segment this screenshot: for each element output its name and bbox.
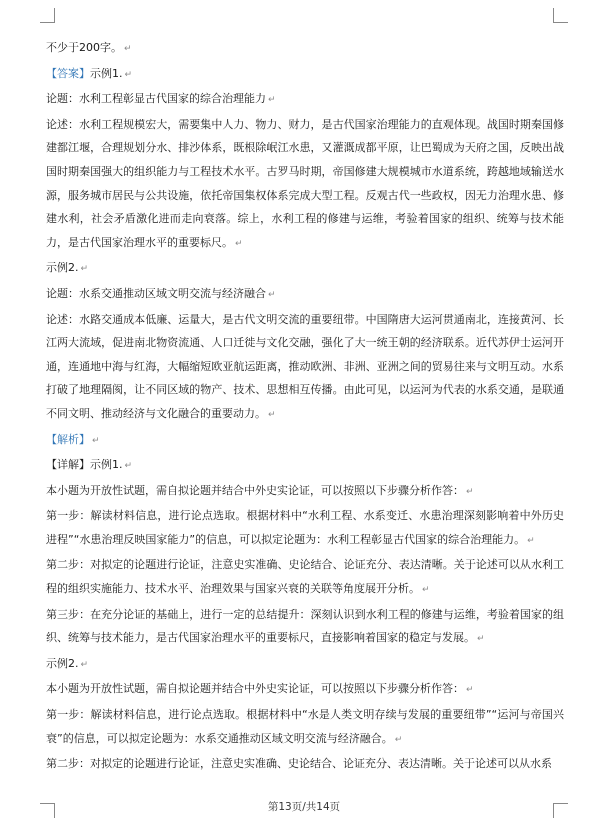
paragraph: 示例2. ↵ [46, 656, 89, 670]
paragraph: 论述：水利工程规模宏大，需要集中人力、物力、财力，是古代国家治理能力的直观体现。战国时期秦国修建都江堰，合理规划分水、排沙体系，既根除岷江水患，又灌溉成都平原，让巴蜀成为天府之国，反映出战国时期秦国强大的组织能力与工程技术水平。古罗马时期，帝国修建大规模城市水道系统，跨越地域输送水源，服务城市居民与公共设施，依托帝国集权体系完成大型工程。反观古代一些政权，因无力治理水患、修建水利，社会矛盾激化进而走向衰落。综上，水利工程的修建与运维，考验着国家的组织、统筹与技术能力，是古代国家治理水平的重要标尺。 ↵ [46, 117, 564, 249]
paragraph: 本小题为开放性试题，需自拟论题并结合中外史实论证，可以按照以下步骤分析作答： ↵ [46, 682, 474, 696]
page-number-footer: 第13页/共14页 [267, 801, 341, 813]
paragraph: 示例2. ↵ [46, 261, 89, 275]
paragraph: 第一步：解读材料信息，进行论点选取。根据材料中“水利工程、水系变迁、水患治理深刻影响着中外历史进程”“水患治理反映国家能力”的信息，可以拟定论题为：水利工程彰显古代国家的综合治理能力。 ↵ [46, 509, 564, 546]
paragraph: 本小题为开放性试题，需自拟论题并结合中外史实论证，可以按照以下步骤分析作答： ↵ [46, 483, 474, 497]
crop-mark-top-left [40, 8, 55, 23]
paragraph: 论述：水路交通成本低廉、运量大，是古代文明交流的重要纽带。中国隋唐大运河贯通南北，连接黄河、长江两大流域，促进南北物资流通、人口迁徙与文化交融，强化了大一统王朝的经济联系。近代苏伊士运河开通，连通地中海与红海，大幅缩短欧亚航运距离，推动欧洲、非洲、亚洲之间的贸易往来与文明互动。水系打破了地理隔阂，让不同区域的物产、技术、思想相互传播。由此可见，以运河为代表的水系交通，是联通不同文明、推动经济与文化融合的重要动力。 ↵ [46, 312, 564, 420]
paragraph: 第二步：对拟定的论题进行论证，注意史实准确、史论结合、论证充分、表达清晰。关于论述可以从水利工程的组织实施能力、技术水平、治理效果与国家兴衰的关联等角度展开分析。 ↵ [46, 558, 564, 596]
document-body [46, 36, 564, 776]
paragraph: 论题：水系交通推动区域文明交流与经济融合 ↵ [46, 286, 276, 300]
paragraph: 论题：水利工程彰显古代国家的综合治理能力 ↵ [46, 92, 276, 106]
paragraph: 【详解】示例1. ↵ [46, 458, 133, 472]
paragraph: 不少于200字。 ↵ [46, 41, 132, 54]
analysis-heading: 【解析】 ↵ [46, 432, 100, 446]
answer-label: 【答案】 [46, 66, 90, 80]
paragraph: 第一步：解读材料信息，进行论点选取。根据材料中“水是人类文明存续与发展的重要纽带”“运河与帝国兴衰”的信息，可以拟定论题为：水系交通推动区域文明交流与经济融合。 ↵ [46, 708, 564, 745]
paragraph: 第三步：在充分论证的基础上，进行一定的总结提升：深刻认识到水利工程的修建与运维，考验着国家的组织、统筹与技术能力，是古代国家治理水平的重要标尺，直接影响着国家的稳定与发展。 ↵ [46, 607, 564, 645]
paragraph: 第二步：对拟定的论题进行论证，注意史实准确、史论结合、论证充分、表达清晰。关于论述可以从水系 [46, 757, 552, 771]
analysis-label: 【解析】 [46, 432, 90, 446]
answer-heading: 【答案】示例1. ↵ [46, 66, 133, 80]
crop-mark-top-right [553, 8, 568, 23]
